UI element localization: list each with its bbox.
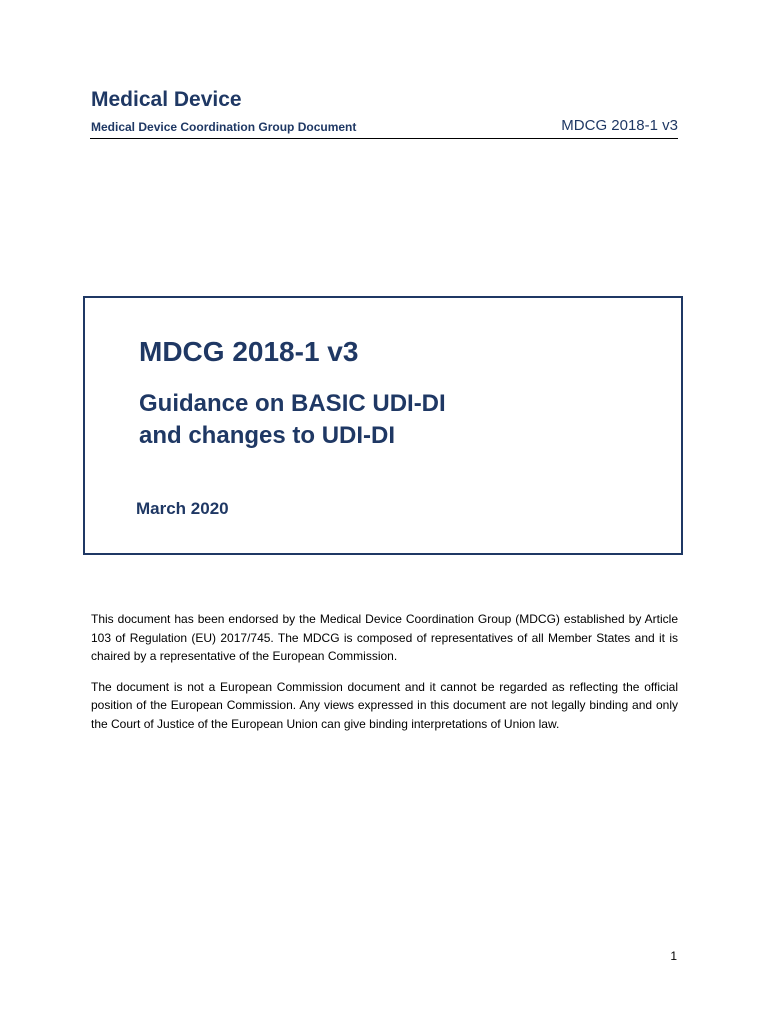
cover-title-box [83, 296, 683, 555]
page-number: 1 [670, 949, 677, 963]
endorsement-text [91, 610, 678, 745]
header-title: Medical Device [91, 88, 242, 111]
cover-doc-code: MDCG 2018-1 v3 [139, 336, 359, 367]
paragraph-disclaimer: The document is not a European Commission document and it cannot be regarded as reflecting the official position of the European Commission. Any views expressed in this document are not legally binding and only the Court of Justice of the European Union can give binding interpretations of Union law. [91, 679, 678, 731]
paragraph-endorsement: This document has been endorsed by the Medical Device Coordination Group (MDCG) established by Article 103 of Regulation (EU) 2017/745. The MDCG is composed of representatives of all Member States and it is chaired by a representative of the European Commission. [91, 612, 678, 663]
header-subtitle: Medical Device Coordination Group Document [91, 120, 357, 134]
header-divider [90, 138, 678, 139]
cover-date: March 2020 [136, 499, 229, 518]
cover-title-line-2: and changes to UDI-DI [139, 422, 396, 449]
header-doc-code: MDCG 2018-1 v3 [561, 117, 678, 134]
cover-title-line-1: Guidance on BASIC UDI-DI [139, 390, 446, 417]
cover-doc-title [139, 388, 639, 452]
